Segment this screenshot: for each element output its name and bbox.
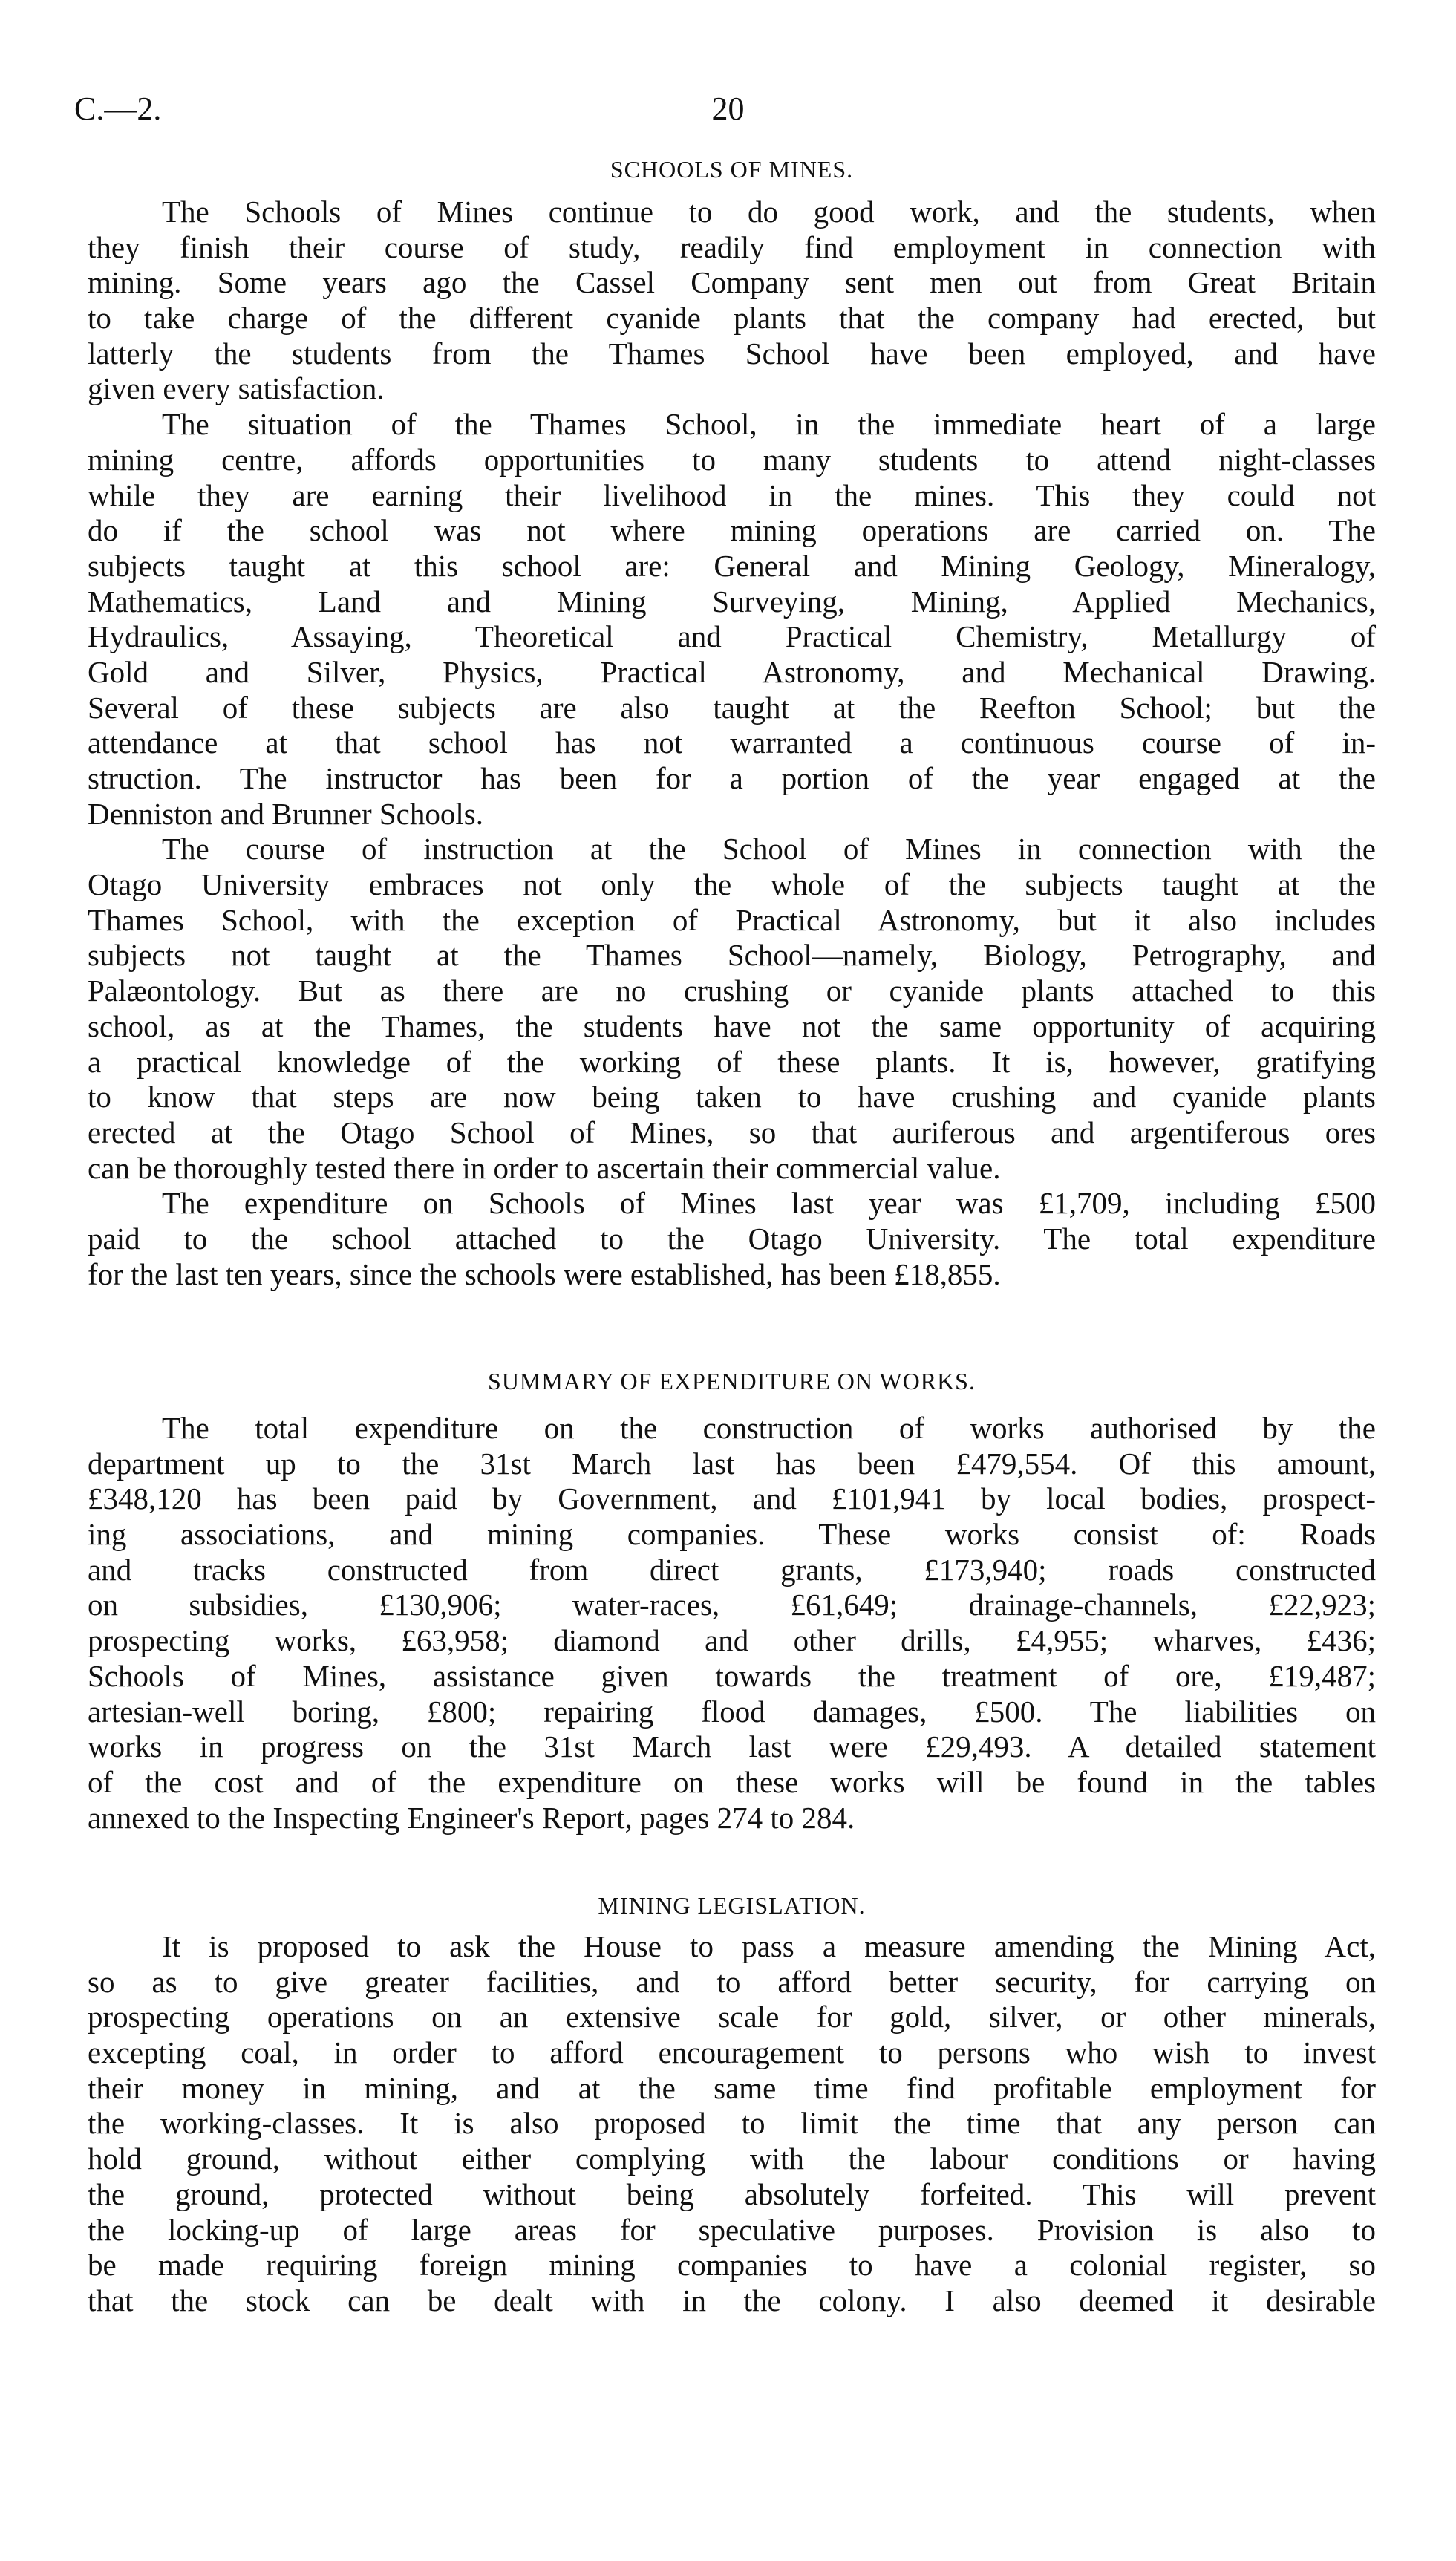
text-line: school, as at the Thames, the students have not the same opportunity of acquiring <box>88 1008 1376 1043</box>
text-line: the ground, protected without being absolutely forfeited. This will prevent <box>88 2176 1376 2211</box>
text-line: subjects not taught at the Thames School—namely, Biology, Petrography, and <box>88 938 1376 973</box>
text-line: their money in mining, and at the same time find profitable employment for <box>88 2070 1376 2105</box>
text-line: mining. Some years ago the Cassel Company sent men out from Great Britain <box>88 265 1376 300</box>
text-line: Thames School, with the exception of Practical Astronomy, but it also includes <box>88 902 1376 937</box>
text-line: £348,120 has been paid by Government, and £101,941 by local bodies, prospect- <box>88 1481 1376 1516</box>
text-line: mining centre, affords opportunities to many students to attend night-classes <box>88 442 1376 477</box>
text-line: that the stock can be dealt with in the colony. I also deemed it desirable <box>88 2283 1376 2317</box>
text-line: It is proposed to ask the House to pass a measure amending the Mining Act, <box>162 1929 1376 1963</box>
text-line: prospecting works, £63,958; diamond and other drills, £4,955; wharves, £436; <box>88 1623 1376 1658</box>
text-line: Mathematics, Land and Mining Surveying, Mining, Applied Mechanics, <box>88 584 1376 619</box>
text-line: for the last ten years, since the schools were established, has been £18,855. <box>88 1256 1001 1291</box>
text-line: works in progress on the 31st March last were £29,493. A detailed statement <box>88 1729 1376 1764</box>
text-line: be made requiring foreign mining companies to have a colonial register, so <box>88 2248 1376 2283</box>
text-line: while they are earning their livelihood in the mines. This they could not <box>88 477 1376 512</box>
text-line: Gold and Silver, Physics, Practical Astronomy, and Mechanical Drawing. <box>88 654 1376 689</box>
section-heading-summary-of-expenditure: SUMMARY OF EXPENDITURE ON WORKS. <box>488 1368 976 1394</box>
text-line: annexed to the Inspecting Engineer's Report, pages 274 to 284. <box>88 1800 855 1835</box>
text-line: The total expenditure on the construction of works authorised by the <box>162 1411 1376 1445</box>
section-body-summary-of-expenditure <box>88 1411 1376 1836</box>
text-line: Palæontology. But as there are no crushing or cyanide plants attached to this <box>88 973 1376 1008</box>
section-body-schools-of-mines <box>88 195 1376 1292</box>
text-line: so as to give greater facilities, and to afford better security, for carrying on <box>88 1964 1376 1999</box>
text-line: excepting coal, in order to afford encouragement to persons who wish to invest <box>88 2035 1376 2070</box>
text-line: to know that steps are now being taken to have crushing and cyanide plants <box>88 1080 1376 1115</box>
text-line: to take charge of the different cyanide plants that the company had erected, but <box>88 301 1376 336</box>
text-line: can be thoroughly tested there in order to ascertain their commercial value. <box>88 1150 1001 1185</box>
text-line: Hydraulics, Assaying, Theoretical and Practical Chemistry, Metallurgy of <box>88 619 1376 654</box>
text-line: artesian-well boring, £800; repairing flood damages, £500. The liabilities on <box>88 1694 1376 1729</box>
section-heading-schools-of-mines: SCHOOLS OF MINES. <box>610 156 854 183</box>
text-line: on subsidies, £130,906; water-races, £61,649; drainage-channels, £22,923; <box>88 1588 1376 1622</box>
text-line: prospecting operations on an extensive scale for gold, silver, or other minerals, <box>88 2000 1376 2035</box>
text-line: The expenditure on Schools of Mines last year was £1,709, including £500 <box>162 1186 1376 1221</box>
text-line: ing associations, and mining companies. These works consist of: Roads <box>88 1517 1376 1552</box>
text-line: The course of instruction at the School of Mines in connection with the <box>162 832 1376 867</box>
text-line: department up to the 31st March last has been £479,554. Of this amount, <box>88 1446 1376 1481</box>
text-line: they finish their course of study, readily find employment in connection with <box>88 229 1376 264</box>
text-line: the locking-up of large areas for speculative purposes. Provision is also to <box>88 2212 1376 2247</box>
text-line: Denniston and Brunner Schools. <box>88 796 483 831</box>
text-line: a practical knowledge of the working of these plants. It is, however, gratifying <box>88 1044 1376 1079</box>
text-line: subjects taught at this school are: General and Mining Geology, Mineralogy, <box>88 548 1376 583</box>
text-line: Otago University embraces not only the whole of the subjects taught at the <box>88 867 1376 902</box>
text-line: erected at the Otago School of Mines, so that auriferous and argentiferous ores <box>88 1115 1376 1149</box>
text-line: paid to the school attached to the Otago University. The total expenditure <box>88 1221 1376 1256</box>
text-line: Several of these subjects are also taught at the Reefton School; but the <box>88 690 1376 725</box>
page-number: 20 <box>711 91 745 127</box>
text-line: given every satisfaction. <box>88 371 385 406</box>
section-body-mining-legislation <box>88 1929 1376 2319</box>
text-line: Schools of Mines, assistance given towards the treatment of ore, £19,487; <box>88 1658 1376 1693</box>
text-line: and tracks constructed from direct grants, £173,940; roads constructed <box>88 1552 1376 1587</box>
text-line: attendance at that school has not warranted a continuous course of in- <box>88 725 1376 760</box>
text-line: The situation of the Thames School, in the immediate heart of a large <box>162 407 1376 442</box>
document-reference: C.—2. <box>74 91 162 127</box>
text-line: the working-classes. It is also proposed to limit the time that any person can <box>88 2106 1376 2141</box>
text-line: struction. The instructor has been for a portion of the year engaged at the <box>88 761 1376 795</box>
section-heading-mining-legislation: MINING LEGISLATION. <box>598 1892 866 1919</box>
text-line: hold ground, without either complying with the labour conditions or having <box>88 2141 1376 2176</box>
text-line: latterly the students from the Thames School have been employed, and have <box>88 336 1376 371</box>
text-line: The Schools of Mines continue to do good work, and the students, when <box>162 195 1376 229</box>
text-line: of the cost and of the expenditure on these works will be found in the tables <box>88 1764 1376 1799</box>
text-line: do if the school was not where mining operations are carried on. The <box>88 513 1376 548</box>
